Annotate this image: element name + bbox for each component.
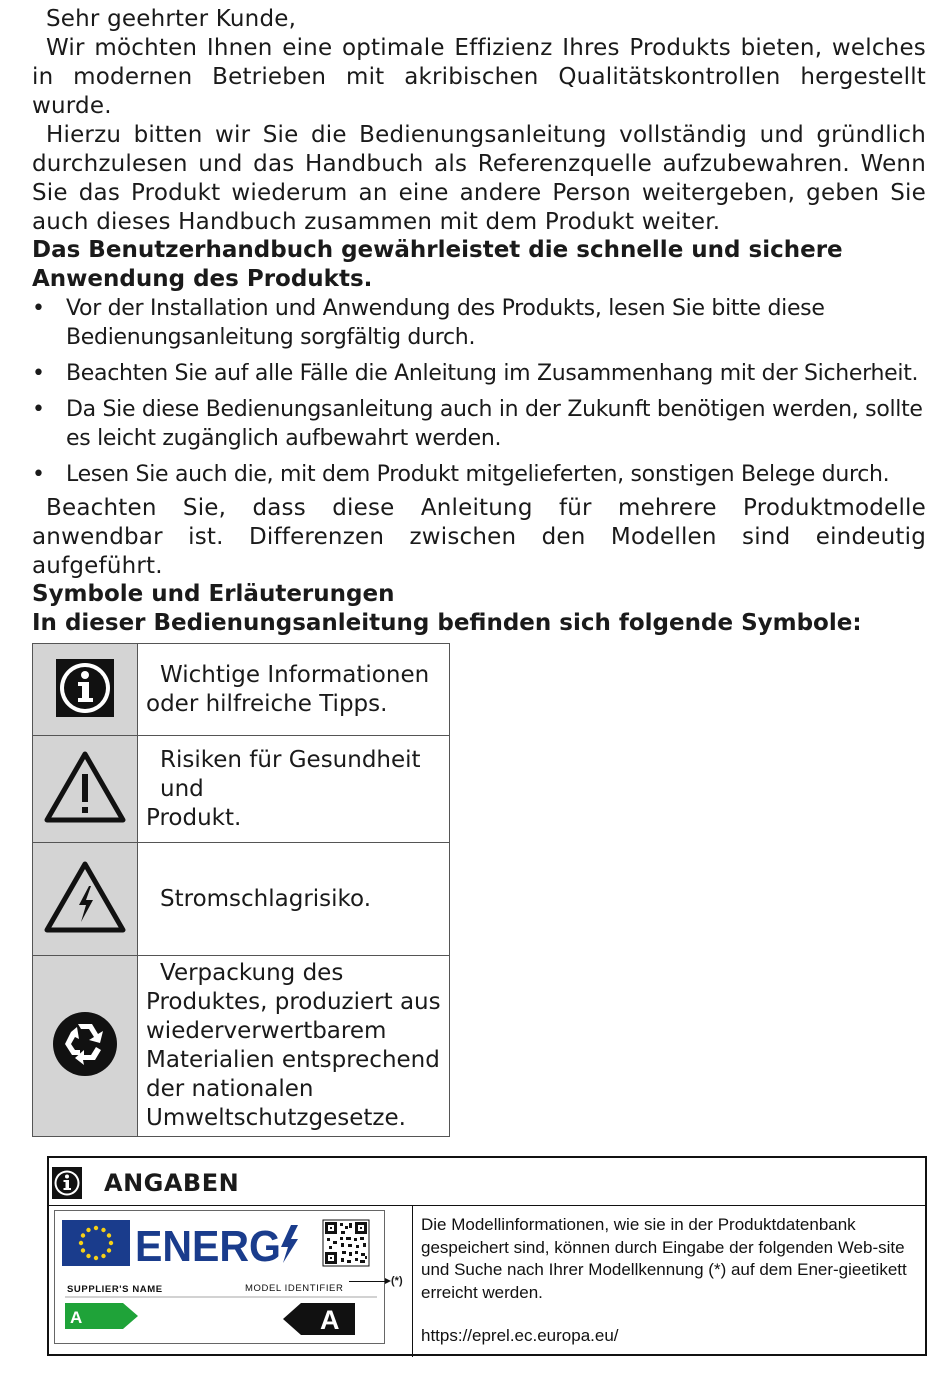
qr-code-icon (323, 1220, 369, 1266)
supplier-name: SUPPLIER'S NAME (67, 1284, 163, 1295)
table-row (33, 843, 450, 956)
icon-cell (33, 736, 138, 843)
symbols-heading-block (32, 580, 926, 638)
symbol-description: Verpackung des Produktes, produziert aus wiederverwertbarem Materialien entsprechend der nationalen Umweltschutzgesetze. (138, 956, 450, 1137)
model-identifier: MODEL IDENTIFIER (245, 1283, 344, 1294)
recycle-icon (51, 1010, 119, 1078)
symbol-description: Risiken für Gesundheit und Produkt. (138, 736, 450, 843)
table-row (33, 956, 450, 1137)
info-icon (52, 1167, 82, 1199)
electric-shock-icon (43, 860, 127, 934)
angaben-title: ANGABEN (104, 1169, 240, 1197)
intro-section (32, 5, 926, 237)
energy-class-letter: A (320, 1305, 340, 1335)
energy-class-arrow (283, 1303, 355, 1335)
energy-label-graphic (55, 1211, 384, 1343)
intro-paragraph-2: Hierzu bitten wir Sie die Bedienungsanleitung vollständig und gründlich durchzulesen und das Handbuch als Referenzquelle aufzubewahren. Wenn Sie das Produkt wiederum an eine andere Person weitergeben, geben Sie auch dieses Handbuch zusammen mit dem Produkt weiter. (32, 122, 926, 235)
greeting: Sehr geehrter Kunde, (46, 6, 297, 32)
angaben-body (49, 1206, 925, 1357)
icon-cell (33, 644, 138, 736)
eprel-link[interactable]: https://eprel.ec.europa.eu/ (421, 1326, 619, 1345)
energy-label (54, 1210, 385, 1344)
angaben-description: Die Modellinformationen, wie sie in der Produktdatenbank gespeichert sind, können durch Eingabe der folgenden Web-site und Suche nach Ihrer Modellkennung (*) auf dem Ener-gieetikett erreicht werden. (421, 1215, 907, 1302)
angaben-text (421, 1214, 916, 1348)
table-row (33, 644, 450, 736)
symbol-description: Wichtige Informationen oder hilfreiche Tipps. (138, 644, 450, 736)
warning-icon (43, 750, 127, 824)
symbols-subheading: In dieser Bedienungsanleitung befinden sich folgende Symbole: (32, 610, 862, 636)
intro-paragraph-1: Wir möchten Ihnen eine optimale Effizienz Ihres Produkts bieten, welches in modernen Betrieben mit akribischen Qualitätskontrollen hergestellt wurde. (32, 35, 926, 119)
list-item: • Beachten Sie auf alle Fälle die Anleitung im Zusammenhang mit der Sicherheit. (32, 359, 926, 388)
list-item: • Da Sie diese Bedienungsanleitung auch in der Zukunft benötigen werden, sollte es leicht zugänglich aufbewahrt werden. (32, 395, 926, 453)
energy-scale-letter: A (70, 1308, 83, 1327)
symbols-heading: Symbole und Erläuterungen (32, 581, 395, 607)
lightning-icon (281, 1225, 298, 1263)
angaben-header (49, 1158, 925, 1206)
info-icon (54, 657, 116, 719)
angaben-box (47, 1156, 927, 1356)
section-heading-manual: Das Benutzerhandbuch gewährleistet die schnelle und sichere Anwendung des Produkts. (32, 237, 843, 292)
models-note: Beachten Sie, dass diese Anleitung für mehrere Produktmodelle anwendbar ist. Differenzen zwischen den Modellen sind eindeutig aufgeführt. (32, 495, 926, 579)
energy-word: ENERG (135, 1222, 281, 1271)
icon-cell (33, 956, 138, 1137)
energy-label-area (49, 1206, 413, 1357)
reference-mark: (*) (391, 1275, 403, 1287)
list-item: • Lesen Sie auch die, mit dem Produkt mitgelieferten, sonstigen Belege durch. (32, 460, 926, 489)
symbols-table (32, 643, 450, 1137)
list-item: • Vor der Installation und Anwendung des Produkts, lesen Sie bitte diese Bedienungsanleitung sorgfältig durch. (32, 294, 926, 352)
table-row (33, 736, 450, 843)
bullet-list (32, 294, 926, 496)
icon-cell (33, 843, 138, 956)
arrow-icon (349, 1281, 389, 1282)
symbol-description: Stromschlagrisiko. (138, 843, 450, 956)
